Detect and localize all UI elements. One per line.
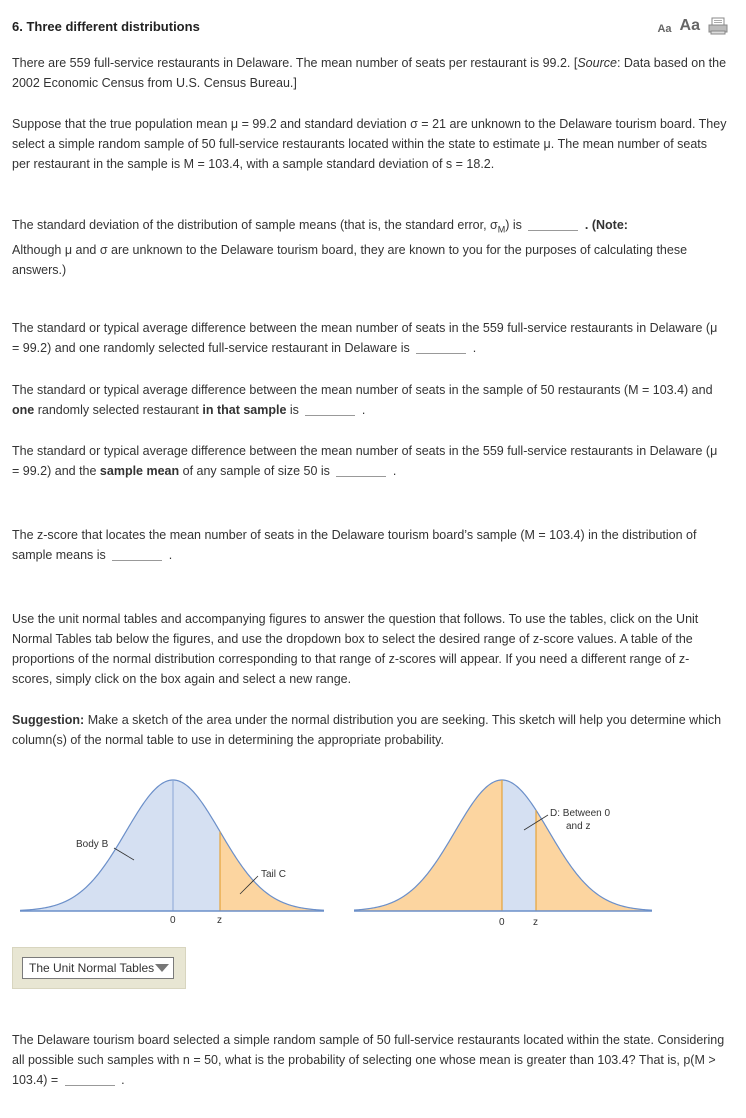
se-text: The standard deviation of the distribution of sample means (that is, the standard error, σ bbox=[12, 218, 498, 232]
suggestion-paragraph bbox=[12, 710, 728, 750]
zero-label-2: 0 bbox=[499, 917, 505, 928]
probability-question: The Delaware tourism board selected a simple random sample of 50 full-service restaurants located within the state. Considering all possible such samples with n = 50, what is the probability of selecting one whose mean is greater than 103.4? That is, p(M > 103.4) = . bbox=[12, 1033, 725, 1087]
increase-font-button[interactable]: Aa bbox=[679, 17, 700, 34]
population-answer-blank[interactable] bbox=[416, 341, 466, 354]
z-question-text: The z-score that locates the mean number of seats in the Delaware tourism board’s sample (M = 103.4) in the distribution of sample means is bbox=[12, 528, 697, 562]
unit-normal-tables-tab bbox=[12, 947, 186, 989]
body-b-region bbox=[20, 780, 220, 911]
zero-label-1: 0 bbox=[170, 915, 176, 926]
mean-question-bold: sample mean bbox=[99, 464, 180, 478]
question-header bbox=[12, 19, 734, 39]
between-label-line1: D: Between 0 bbox=[550, 808, 611, 819]
chevron-down-icon bbox=[155, 964, 169, 972]
source-text: : Data based on the 2002 Economic Census from U.S. Census Bureau.] bbox=[12, 56, 727, 90]
dropdown-selected-value: The Unit Normal Tables bbox=[29, 961, 155, 975]
sample-question-text-end: is bbox=[286, 403, 299, 417]
population-question-text: The standard or typical average difference between the mean number of seats in the 559 full-service restaurants in Delaware (μ = 99.2) and one randomly selected full-service restaurant in Delaware is bbox=[12, 321, 718, 355]
sample-difference-question: The standard or typical average difference between the mean number of seats in the sample of 50 restaurants (M = 103.4) and one randomly selected restaurant in that sample is . bbox=[12, 383, 713, 417]
mean-question-text-end: of any sample of size 50 is bbox=[179, 464, 330, 478]
intro-paragraph bbox=[12, 53, 728, 93]
sample-question-bold-sample: in that sample bbox=[202, 403, 287, 417]
se-subscript: M bbox=[497, 224, 506, 235]
sample-mean-difference-question: The standard or typical average difference between the mean number of seats in the 559 full-service restaurants in Delaware (μ = 99.2) and the sample mean of any sample of size 50 is . bbox=[12, 444, 718, 478]
intro-text: There are 559 full-service restaurants in Delaware. The mean number of seats per restaurant is 99.2. [ bbox=[12, 56, 578, 70]
sample-question-text-mid: randomly selected restaurant bbox=[34, 403, 203, 417]
decrease-font-button[interactable]: Aa bbox=[657, 23, 672, 35]
between-region bbox=[502, 780, 536, 911]
instructions-paragraph: Use the unit normal tables and accompanying figures to answer the question that follows. To use the tables, click on the Unit Normal Tables tab below the figures, and use the dropdown box to select the desired range of z-score values. A table of the proportions of the normal distribution corresponding to that range of z-scores will appear. If you need a different range of z-scores, simply click on the box again and select a new range. bbox=[12, 612, 699, 686]
suggestion-label: Suggestion: bbox=[12, 713, 85, 727]
standard-error-answer-blank[interactable] bbox=[528, 218, 578, 231]
body-b-label: Body B bbox=[76, 839, 109, 850]
z-label-1: z bbox=[217, 915, 222, 926]
sample-mean-answer-blank[interactable] bbox=[336, 464, 386, 477]
between-label-line2: and z bbox=[566, 821, 591, 832]
mean-question-text: The standard or typical average difference between the mean number of seats in the 559 full-service restaurants in Delaware (μ = 99.2) and the bbox=[12, 444, 718, 478]
suggestion-text: Make a sketch of the area under the normal distribution you are seeking. This sketch will help you determine which column(s) of the normal table to use in determining the appropriate probability. bbox=[12, 713, 722, 747]
tail-c-label: Tail C bbox=[261, 869, 287, 880]
question-title: 6. Three different distributions bbox=[12, 19, 200, 34]
se-text-mid: ) is bbox=[505, 218, 522, 232]
standard-error-question bbox=[12, 215, 728, 280]
toolbar bbox=[657, 17, 728, 35]
z-label-2: z bbox=[533, 917, 538, 928]
note-text: Although μ and σ are unknown to the Delaware tourism board, they are known to you for the purposes of calculating these answers.) bbox=[12, 242, 688, 277]
note-label: . (Note: bbox=[584, 218, 628, 232]
probability-question-text: The Delaware tourism board selected a simple random sample of 50 full-service restaurants located within the state. Considering all possible such samples with n = 50, what is the probability of selecting one whose mean is greater than 103.4? That is, p(M > 103.4) = bbox=[12, 1033, 725, 1087]
normal-distribution-figures bbox=[18, 770, 658, 930]
scenario-paragraph: Suppose that the true population mean μ = 99.2 and standard deviation σ = 21 are unknown to the Delaware tourism board. They select a simple random sample of 50 full-service restaurants located within the state to estimate μ. The mean number of seats per restaurant in the sample is M = 103.4, with a sample standard deviation of s = 18.2. bbox=[12, 117, 727, 171]
unit-normal-tables-dropdown[interactable] bbox=[22, 957, 174, 979]
z-score-answer-blank[interactable] bbox=[112, 548, 162, 561]
probability-answer-blank[interactable] bbox=[65, 1073, 115, 1086]
sample-answer-blank[interactable] bbox=[305, 403, 355, 416]
sample-question-bold-one: one bbox=[12, 403, 35, 417]
printer-icon[interactable] bbox=[708, 17, 728, 35]
figure-between-0-and-z bbox=[354, 780, 652, 928]
source-label: Source bbox=[577, 56, 617, 70]
sample-question-text: The standard or typical average difference between the mean number of seats in the sample of 50 restaurants (M = 103.4) and bbox=[12, 383, 713, 397]
figure-body-tail bbox=[20, 780, 324, 926]
z-score-question: The z-score that locates the mean number of seats in the Delaware tourism board’s sample (M = 103.4) in the distribution of sample means is . bbox=[12, 528, 697, 562]
population-difference-question: The standard or typical average difference between the mean number of seats in the 559 full-service restaurants in Delaware (μ = 99.2) and one randomly selected full-service restaurant in Delaware is . bbox=[12, 321, 718, 355]
